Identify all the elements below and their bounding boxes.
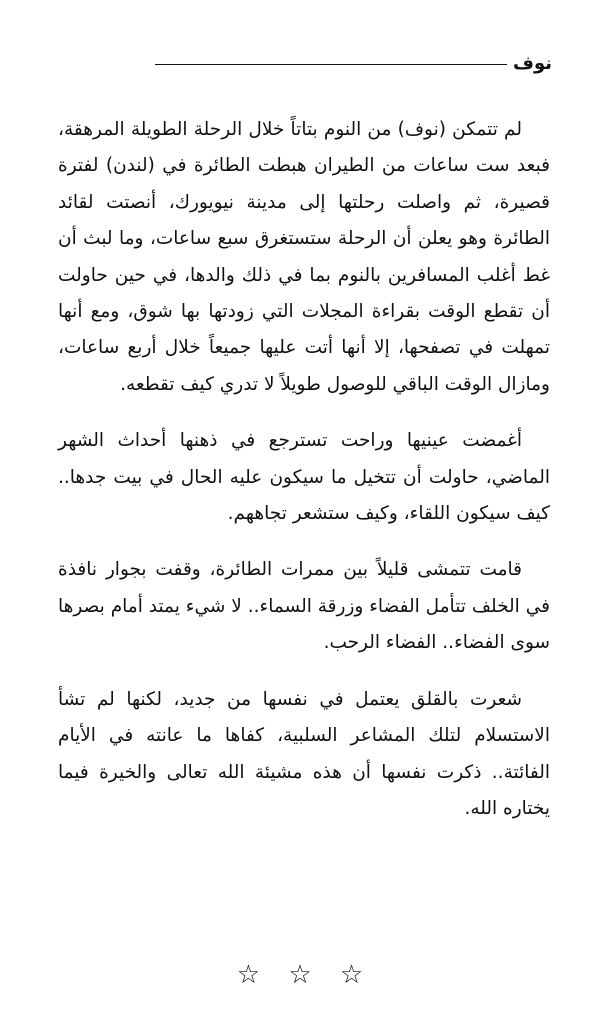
body-text [58, 112, 550, 847]
paragraph-2: أغمضت عينيها وراحت تسترجع في ذهنها أحداث الشهر الماضي، حاولت أن تتخيل ما سيكون عليه الحال في بيت جدها.. كيف سيكون اللقاء، وكيف ستشعر تجاههم. [58, 430, 550, 525]
header-rule [155, 64, 507, 65]
chapter-header [155, 50, 552, 78]
paragraph-1: لم تتمكن (نوف) من النوم بتاتاً خلال الرحلة الطويلة المرهقة، فبعد ست ساعات من الطيران هبطت الطائرة في (لندن) لفترة قصيرة، ثم واصلت رحلتها إلى مدينة نيويورك، أنصتت لقائد الطائرة وهو يعلن أن الرحلة ستستغرق سبع ساعات، وما لبث أن غط أغلب المسافرين بالنوم بما في ذلك والدها، في حين حاولت أن تقطع الوقت بقراءة المجلات التي زودتها بها شوق، ومع أنها تمهلت في تصفحها، إلا أنها أتت عليها جميعاً خلال أربع ساعات، ومازال الوقت الباقي للوصول طويلاً لا تدري كيف تقطعه. [58, 119, 550, 395]
paragraph-4: شعرت بالقلق يعتمل في نفسها من جديد، لكنها لم تشأ الاستسلام لتلك المشاعر السلبية، كفاها ما عانته في الأيام الفائتة.. ذكرت نفسها أن هذه مشيئة الله تعالى والخيرة فيما يختاره الله. [58, 688, 550, 819]
chapter-title: نوف [513, 53, 552, 74]
paragraph-3: قامت تتمشى قليلاً بين ممرات الطائرة، وقفت بجوار نافذة في الخلف تتأمل الفضاء وزرقة السماء.. لا شيء يمتد أمام بصرها سوى الفضاء.. الفضاء الرحب. [58, 559, 550, 654]
section-divider-stars: ☆ ☆ ☆ [236, 960, 374, 990]
